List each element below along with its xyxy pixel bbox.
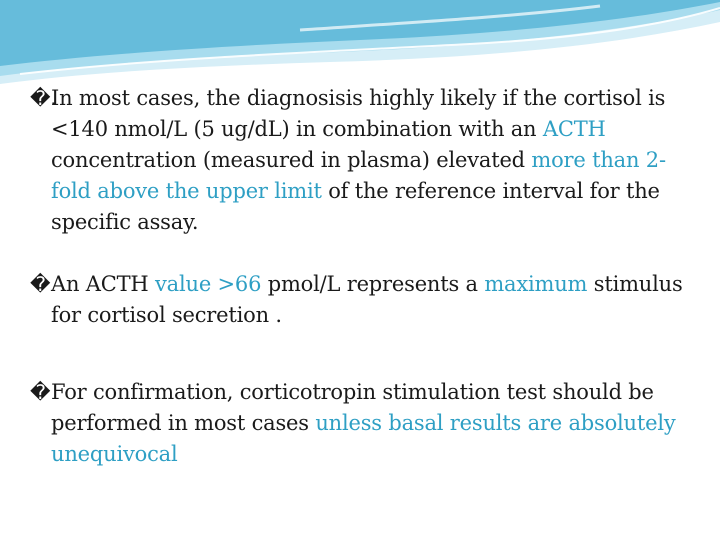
text-segment: in combination with an xyxy=(289,117,543,141)
highlight-upper-limit: more than 2-fold above the upper limit xyxy=(51,148,666,203)
highlight-acth: ACTH xyxy=(542,117,606,141)
bullet-item-confirmation xyxy=(30,377,690,470)
text-segment: concentration (measured in plasma) elevated xyxy=(51,148,532,172)
highlight-unequivocal: unless basal results are absolutely unequivocal xyxy=(51,411,676,466)
text-segment: For confirmation, corticotropin stimulation test should be performed in most cases xyxy=(51,380,654,435)
bullet-item-diagnosis xyxy=(30,83,690,238)
bullet-marker: � xyxy=(30,272,51,296)
bullet-list xyxy=(30,83,690,470)
highlight-maximum: maximum xyxy=(484,272,588,296)
header-wave-decoration xyxy=(0,0,720,90)
text-segment: cortisol is <140 nmol/L (5 ug/dL) xyxy=(51,86,666,141)
bullet-item-acth-value xyxy=(30,269,690,331)
text-segment: stimulus for cortisol secretion . xyxy=(51,272,683,327)
text-segment: pmol/L represents a xyxy=(261,272,485,296)
bullet-marker: �. xyxy=(30,86,57,110)
text-segment: An ACTH xyxy=(51,272,155,296)
bullet-marker: � xyxy=(30,380,51,404)
text-segment: In most cases, the diagnosisis highly likely if the xyxy=(51,86,564,110)
text-segment: of the reference interval for the specific assay. xyxy=(51,179,660,234)
highlight-value: value >66 xyxy=(155,272,262,296)
